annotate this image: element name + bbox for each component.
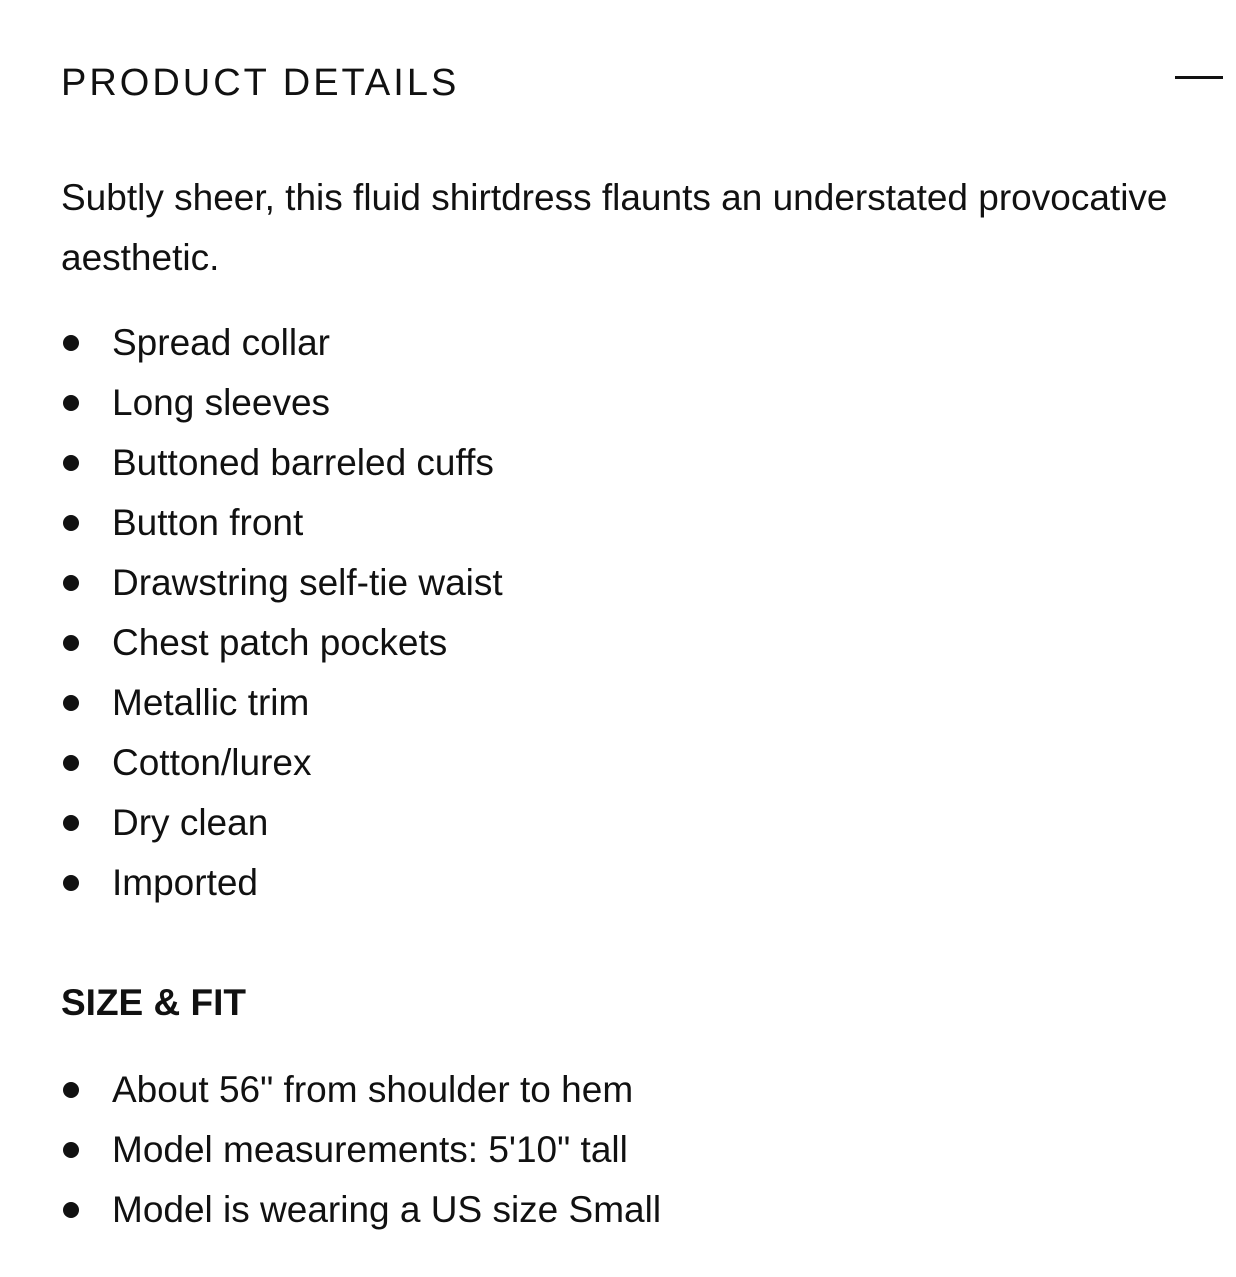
- list-item-label: Model is wearing a US size Small: [112, 1189, 662, 1230]
- list-item: [61, 433, 503, 493]
- bullet-icon: [63, 335, 79, 351]
- list-item: [61, 853, 503, 913]
- list-item-label: Long sleeves: [112, 382, 331, 423]
- list-item: [61, 733, 503, 793]
- bullet-icon: [63, 1142, 79, 1158]
- bullet-icon: [63, 515, 79, 531]
- size-fit-list: [61, 1060, 661, 1240]
- list-item: [61, 1060, 661, 1120]
- bullet-icon: [63, 875, 79, 891]
- product-details-accordion-header[interactable]: [61, 56, 1223, 110]
- product-details-title: PRODUCT DETAILS: [61, 62, 460, 104]
- product-details-list: [61, 313, 503, 913]
- list-item: [61, 673, 503, 733]
- list-item-label: Spread collar: [112, 322, 331, 363]
- list-item-label: About 56" from shoulder to hem: [112, 1069, 634, 1110]
- product-description: Subtly sheer, this fluid shirtdress flaunts an understated provocative aesthetic.: [61, 177, 1168, 278]
- minus-icon[interactable]: [1175, 62, 1223, 94]
- list-item-label: Metallic trim: [112, 682, 310, 723]
- size-fit-heading: SIZE & FIT: [61, 982, 246, 1023]
- bullet-icon: [63, 1082, 79, 1098]
- list-item-label: Model measurements: 5'10" tall: [112, 1129, 628, 1170]
- list-item-label: Dry clean: [112, 802, 269, 843]
- list-item-label: Buttoned barreled cuffs: [112, 442, 494, 483]
- list-item: [61, 1120, 661, 1180]
- bullet-icon: [63, 695, 79, 711]
- list-item: [61, 373, 503, 433]
- list-item: [61, 793, 503, 853]
- list-item: [61, 493, 503, 553]
- list-item-label: Cotton/lurex: [112, 742, 312, 783]
- bullet-icon: [63, 815, 79, 831]
- list-item-label: Chest patch pockets: [112, 622, 448, 663]
- bullet-icon: [63, 575, 79, 591]
- bullet-icon: [63, 755, 79, 771]
- bullet-icon: [63, 1202, 79, 1218]
- list-item-label: Drawstring self-tie waist: [112, 562, 503, 603]
- bullet-icon: [63, 455, 79, 471]
- list-item-label: Button front: [112, 502, 304, 543]
- list-item: [61, 553, 503, 613]
- list-item: [61, 1180, 661, 1240]
- list-item-label: Imported: [112, 862, 259, 903]
- bullet-icon: [63, 635, 79, 651]
- list-item: [61, 313, 503, 373]
- bullet-icon: [63, 395, 79, 411]
- collapse-dash: [1175, 76, 1223, 79]
- list-item: [61, 613, 503, 673]
